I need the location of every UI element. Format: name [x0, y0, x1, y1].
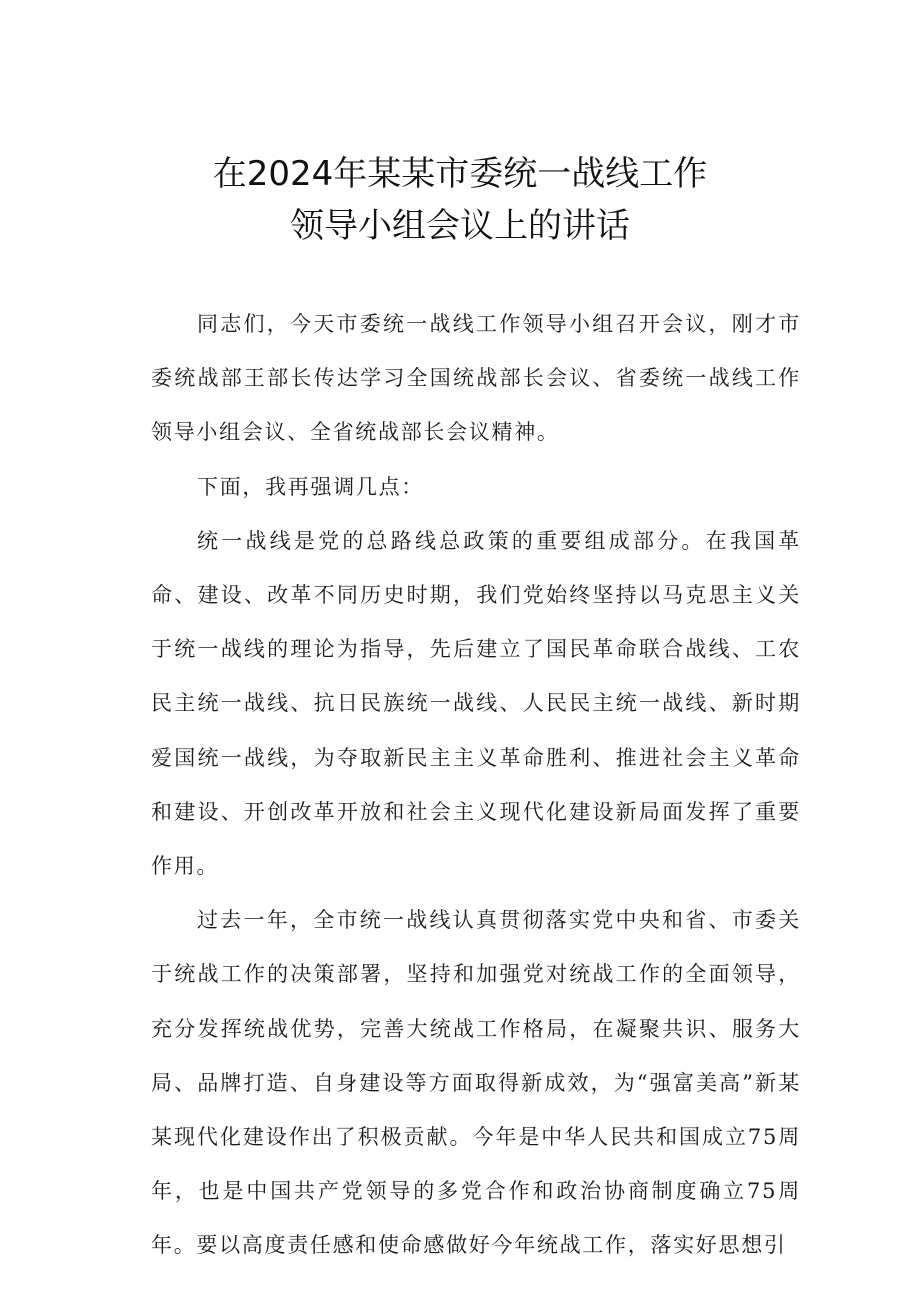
paragraph-united-front-history: 统一战线是党的总路线总政策的重要组成部分。在我国革命、建设、改革不同历史时期，我们党始终坚持以马克思主义关于统一战线的理论为指导，先后建立了国民革命联合战线、工农民主统一战线、抗日民族统一战线、人民民主统一战线、新时期爱国统一战线，为夺取新民主主义革命胜利、推进社会主义革命和建设、开创改革开放和社会主义现代化建设新局面发挥了重要作用。 — [151, 528, 801, 879]
paragraph-past-year-review: 过去一年，全市统一战线认真贯彻落实党中央和省、市委关于统战工作的决策部署，坚持和加强党对统战工作的全面领导，充分发挥统战优势，完善大统战工作格局，在凝聚共识、服务大局、品牌打造、自身建设等方面取得新成效，为“强富美高”新某某现代化建设作出了积极贡献。今年是中华人民共和国成立75周年，也是中国共产党领导的多党合作和政治协商制度确立75周年。要以高度责任感和使命感做好今年统战工作，落实好思想引 — [151, 908, 801, 1258]
document-body — [151, 297, 801, 1273]
paragraph-transition: 下面，我再强调几点： — [197, 474, 424, 499]
title-line-1: 在2024年某某市委统一战线工作 — [212, 154, 708, 194]
paragraph-opening: 同志们，今天市委统一战线工作领导小组召开会议，刚才市委统战部王部长传达学习全国统战部长会议、省委统一战线工作领导小组会议、全省统战部长会议精神。 — [151, 312, 801, 445]
title-line-2: 领导小组会议上的讲话 — [290, 206, 630, 246]
document-title — [0, 148, 920, 252]
